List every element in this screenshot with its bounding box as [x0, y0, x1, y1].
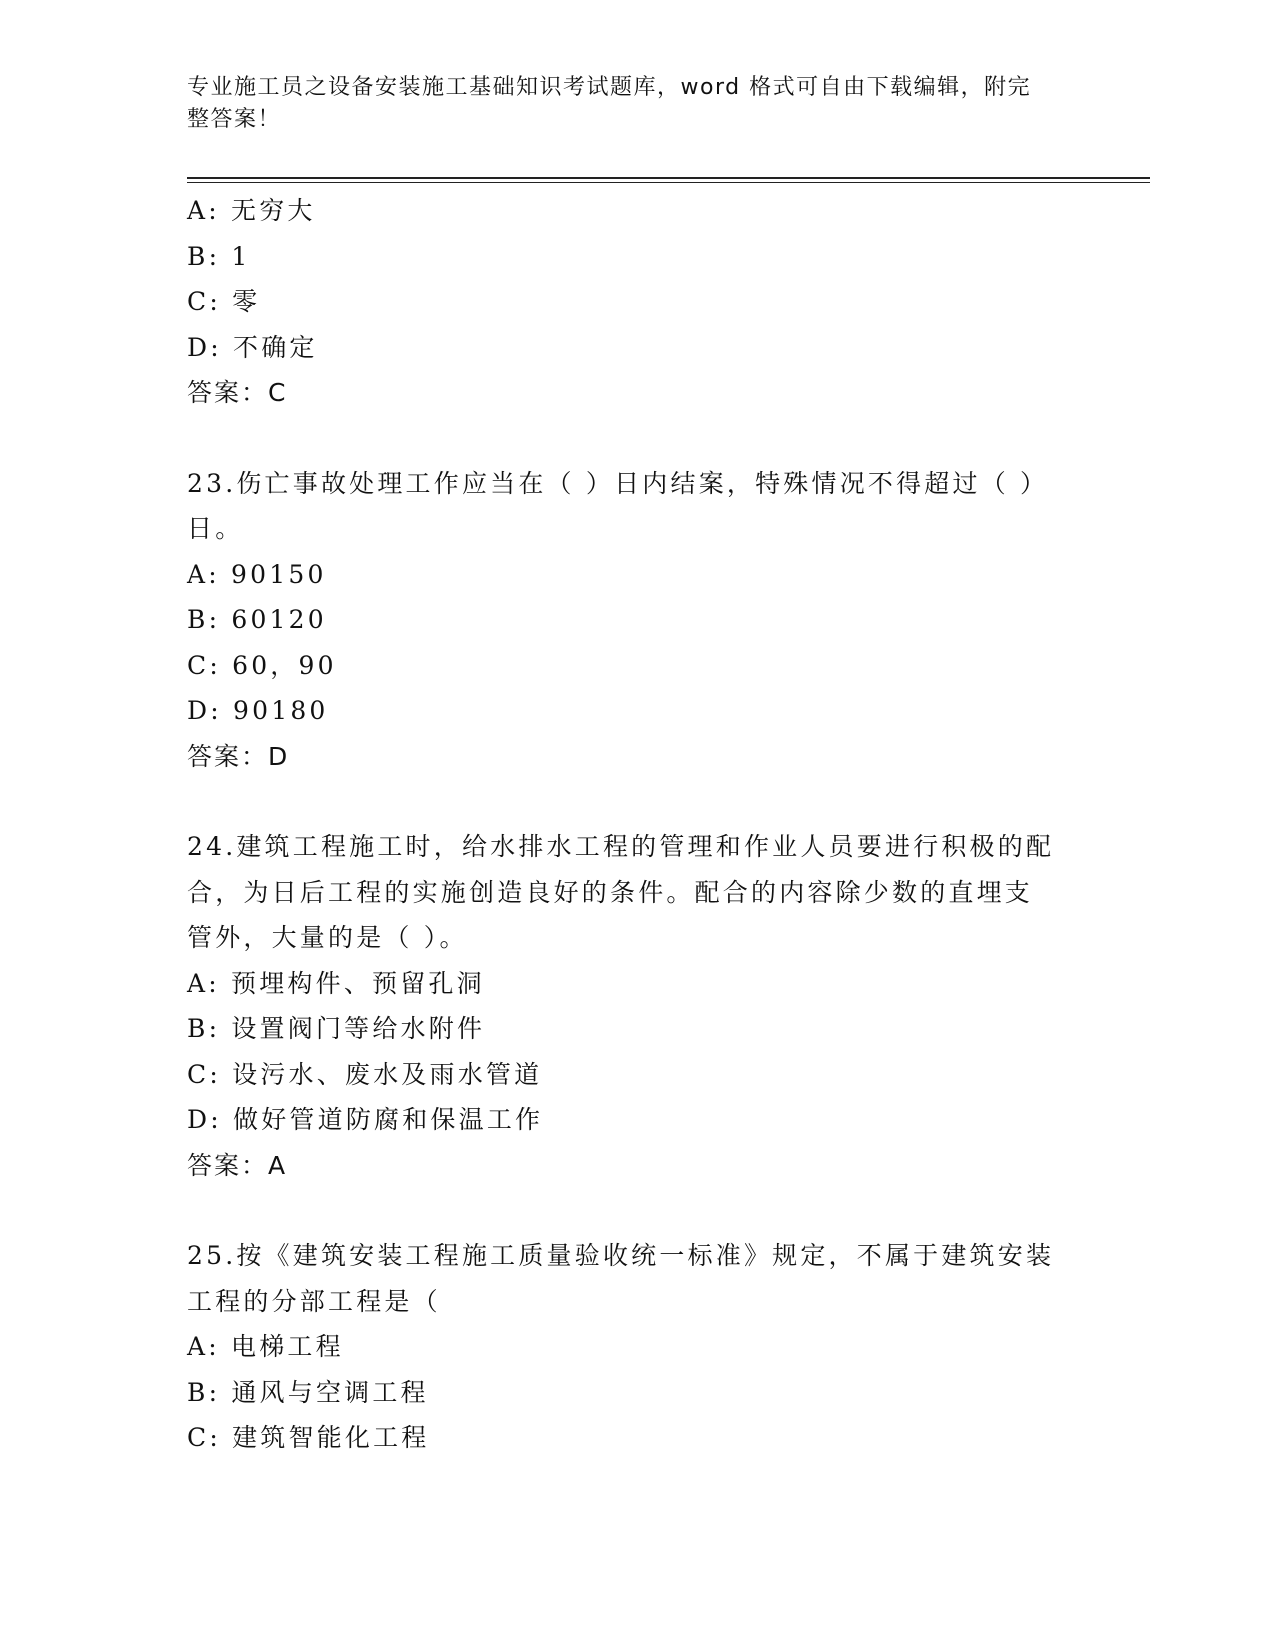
- answer: 答案：D: [187, 741, 290, 771]
- option-c: C: 60，90: [187, 650, 337, 680]
- question-24: [187, 824, 1087, 1188]
- question-text-line: 日。: [187, 514, 244, 543]
- answer: 答案：A: [187, 1150, 288, 1180]
- option-a: A: 90150: [187, 559, 327, 589]
- question-22: [187, 188, 1087, 416]
- question-text-line: 25.按《建筑安装工程施工质量验收统一标准》规定，不属于建筑安装: [187, 1241, 1055, 1270]
- option-c: C: 设污水、废水及雨水管道: [187, 1059, 543, 1089]
- option-c: C: 零: [187, 287, 261, 316]
- option-a: A: 无穷大: [187, 196, 316, 225]
- option-b: B: 60120: [187, 605, 327, 634]
- option-b: B: 通风与空调工程: [187, 1377, 429, 1407]
- header-line-2: 整答案！: [187, 107, 282, 132]
- option-c: C: 建筑智能化工程: [187, 1423, 430, 1452]
- question-text-line: 23.伤亡事故处理工作应当在（ ）日内结案，特殊情况不得超过（ ）: [187, 468, 1049, 498]
- question-text-line: 合，为日后工程的实施创造良好的条件。配合的内容除少数的直埋支: [187, 877, 1034, 907]
- question-text-line: 工程的分部工程是（: [187, 1286, 441, 1316]
- option-a: A: 预埋构件、预留孔洞: [187, 968, 485, 998]
- option-d: D: 做好管道防腐和保温工作: [187, 1105, 544, 1134]
- answer: 答案：C: [187, 378, 288, 407]
- question-list: [187, 188, 1087, 1461]
- option-a: A: 电梯工程: [187, 1332, 344, 1361]
- option-b: B: 设置阀门等给水附件: [187, 1014, 486, 1043]
- question-text-line: 24.建筑工程施工时，给水排水工程的管理和作业人员要进行积极的配: [187, 832, 1055, 861]
- option-b: B: 1: [187, 241, 251, 271]
- option-d: D: 90180: [187, 696, 329, 725]
- header-divider-thin: [187, 182, 1150, 183]
- question-25: [187, 1233, 1087, 1461]
- question-text-line: 管外，大量的是（ ）。: [187, 923, 468, 952]
- option-d: D: 不确定: [187, 332, 318, 362]
- header-divider-thick: [187, 177, 1150, 179]
- document-header: [187, 72, 1067, 136]
- question-23: [187, 461, 1087, 780]
- header-line-1: 专业施工员之设备安装施工基础知识考试题库，word 格式可自由下载编辑，附完: [187, 75, 1032, 100]
